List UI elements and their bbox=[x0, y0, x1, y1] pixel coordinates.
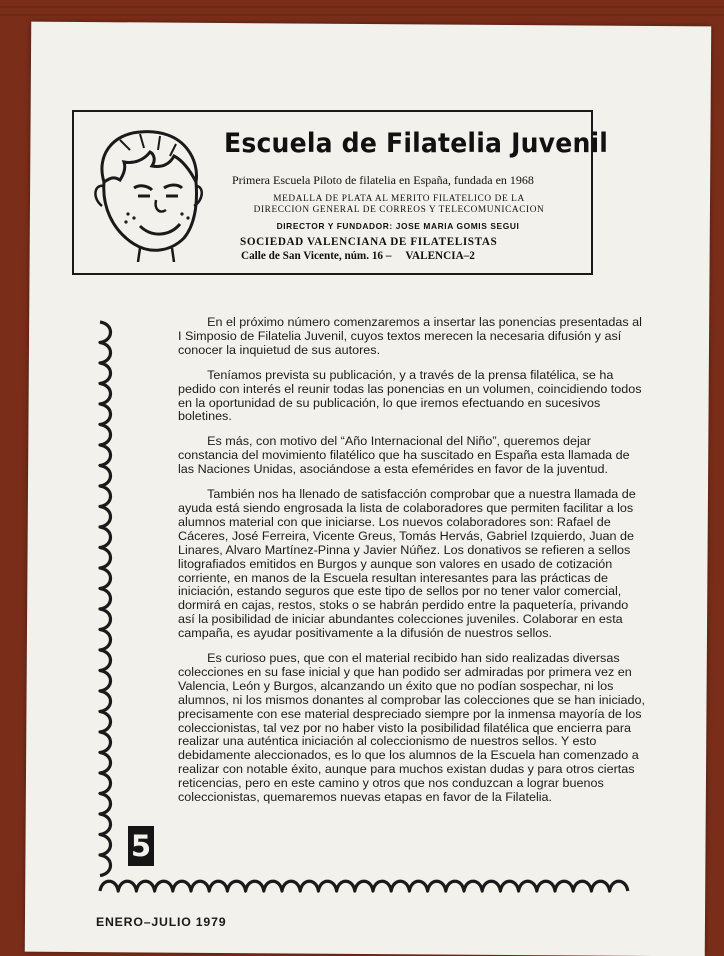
page-number: 5 bbox=[128, 826, 154, 866]
article-body bbox=[178, 316, 648, 816]
masthead-subtitle: Primera Escuela Piloto de filatelia en España, fundada en 1968 bbox=[232, 173, 534, 187]
masthead-box bbox=[72, 110, 609, 275]
director-line: DIRECTOR Y FUNDADOR: JOSE MARIA GOMIS SEGUI bbox=[276, 221, 520, 231]
paragraph: Es curioso pues, que con el material recibido han sido realizadas diversas colecciones en su fase inicial y que han podido ser admiradas por primera vez en Valencia, León y Burgos, alcanzando un éxito que no podían sospechar, ni los alumnos, ni los mismos donantes al comprobar las colecciones que se han iniciado, precisamente con ese material despreciado siempre por la inmensa mayoría de los coleccionistas, tal vez por no haber visto la posibilidad filatélica que encierra para realizar una auténtica iniciación al coleccionismo de nuestros sellos. Y esto debidamente aleccionados, es lo que los alumnos de la Escuela han comenzado a realizar con notable éxito, aunque para muchos existan dudas y para otros ciertas reticencias, pero en este camino y otros que nos conduzcan a lograr buenos coleccionistas, quemaremos nuevas etapas en favor de la Filatelia. bbox=[178, 651, 646, 805]
society-address bbox=[241, 250, 475, 262]
issue-date: ENERO–JULIO 1979 bbox=[96, 915, 227, 929]
medal-award bbox=[244, 194, 554, 216]
medal-line-2: DIRECCION GENERAL DE CORREOS Y TELECOMUNICACION bbox=[253, 205, 545, 215]
masthead-title: Escuela de Filatelia Juvenil bbox=[224, 128, 609, 159]
street-address: Calle de San Vicente, núm. 16 – bbox=[241, 250, 392, 262]
city: VALENCIA–2 bbox=[405, 250, 475, 262]
medal-line-1: MEDALLA DE PLATA AL MERITO FILATELICO DE LA bbox=[273, 194, 525, 204]
paragraph: Teníamos prevista su publicación, y a través de la prensa filatélica, se ha pedido con interés el reunir todas las ponencias en un volumen, coincidiendo todos en la oportunidad de su publicación, lo que iremos efectuando en sucesivos boletines. bbox=[178, 367, 642, 424]
boy-face-illustration bbox=[90, 126, 205, 262]
paragraph: También nos ha llenado de satisfacción comprobar que a nuestra llamada de ayuda está siendo engrosada la lista de colaboradores que permiten facilitar a los alumnos material con que iniciarse. Los nuevos colaboradores son: Rafael de Cáceres, José Ferreira, Vicente Greus, Tomás Hervás, Gabriel Izquierdo, Juan de Linares, Alvaro Martínez-Pinna y Javier Núñez. Los donativos se refieren a sellos litografiados emitidos en Burgos y aunque son valores en usado de cotización corriente, en manos de la Escuela resultan interesantes para las prácticas de iniciación, estando seguros que este tipo de sellos por no tener valor comercial, dormirá en cajas, restos, stoks o se habrán perdido entre la paquetería, privando así la posibilidad de iniciar abundantes colecciones juveniles. Colaborar en esta campaña, es ayudar positivamente a la difusión de nuestros sellos. bbox=[178, 487, 636, 641]
paragraph: En el próximo número comenzaremos a insertar las ponencias presentadas al I Simposio de Filatelia Juvenil, cuyos textos merecen la necesaria difusión y así conocer la inquietud de sus autores. bbox=[178, 315, 642, 357]
paragraph: Es más, con motivo del “Año Internacional del Niño”, queremos dejar constancia del movimiento filatélico que ha suscitado en España esta llamada de las Naciones Unidas, asociándose a esta efemérides en favor de la juventud. bbox=[178, 434, 630, 477]
society-name: SOCIEDAD VALENCIANA DE FILATELISTAS bbox=[240, 236, 498, 248]
